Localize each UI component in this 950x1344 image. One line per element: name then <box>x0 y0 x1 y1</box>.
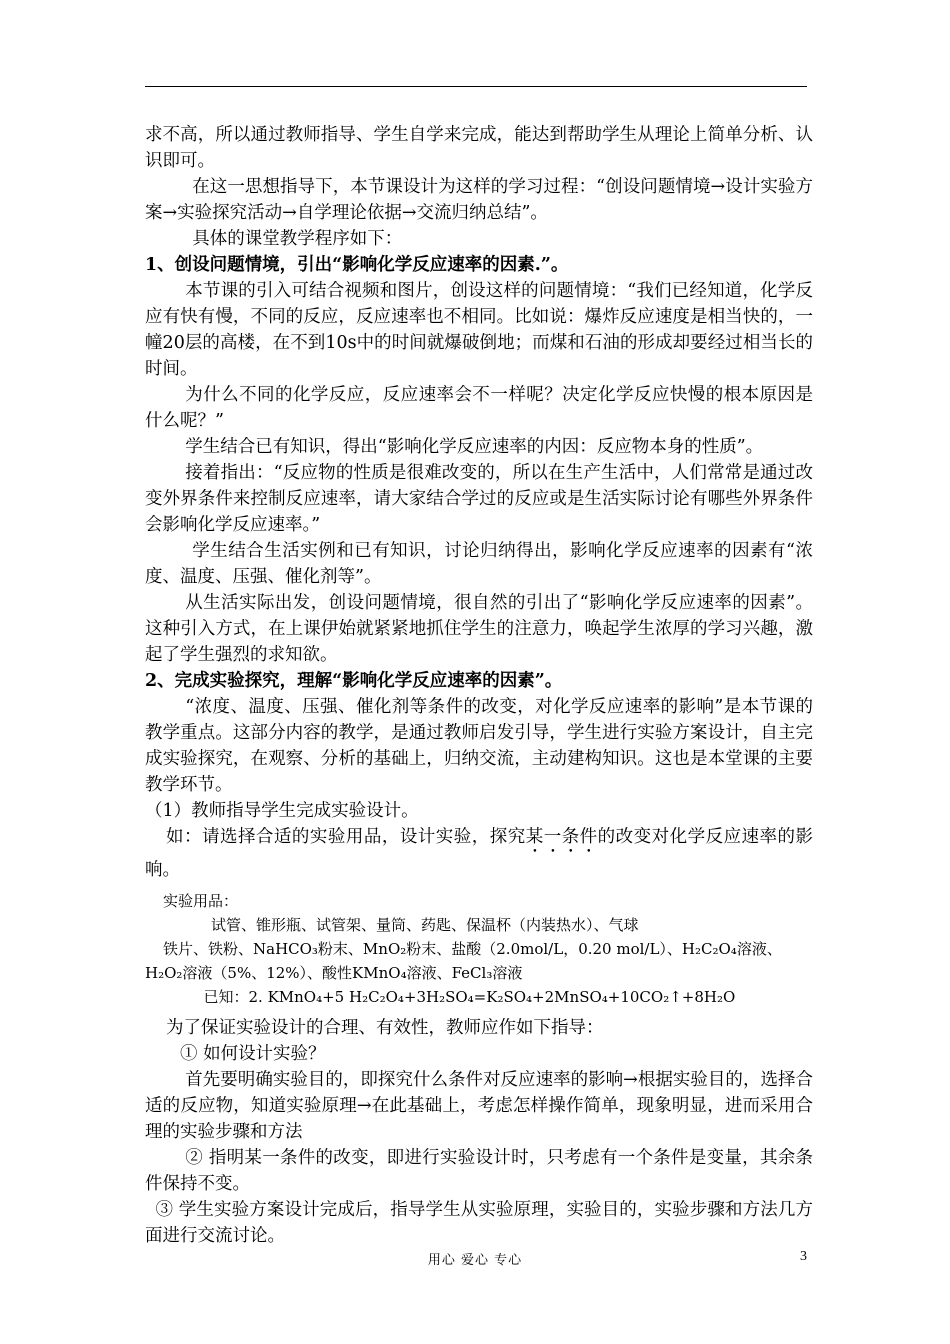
paragraph: 学生结合已有知识，得出“影响化学反应速率的内因：反应物本身的性质”。 <box>185 437 764 457</box>
paragraph: 为什么不同的化学反应，反应速率会不一样呢？决定化学反应快慢的根本原因是什么呢？” <box>145 385 813 431</box>
guidance-item-3: ③ 学生实验方案设计完成后，指导学生从实验原理，实验目的，实验步骤和方法几方面进行交流讨论。 <box>145 1200 813 1246</box>
materials-heading: 实验用品： <box>163 892 239 910</box>
paragraph: 首先要明确实验目的，即探究什么条件对反应速率的影响→根据实验目的，选择合适的反应物，知道实验原理→在此基础上，考虑怎样操作简单，现象明显，进而采用合理的实验步骤和方法 <box>145 1070 813 1142</box>
paragraph: 学生结合生活实例和已有知识，讨论归纳得出，影响化学反应速率的因素有“浓度、温度、压强、催化剂等”。 <box>145 541 813 587</box>
paragraph: “浓度、温度、压强、催化剂等条件的改变，对化学反应速率的影响”是本节课的教学重点。这部分内容的教学，是通过教师启发引导，学生进行实验方案设计，自主完成实验探究，在观察、分析的基础上，归纳交流，主动建构知识。这也是本堂课的主要教学环节。 <box>145 697 813 795</box>
guidance-item-1: ① 如何设计实验？ <box>180 1044 326 1064</box>
header-rule <box>145 86 807 87</box>
example-text-end: 的改变对化学反应速率的影响。 <box>145 827 814 880</box>
paragraph: 在这一思想指导下，本节课设计为这样的学习过程：“创设问题情境→设计实验方案→实验探究活动→自学理论依据→交流归纳总结”。 <box>145 177 813 223</box>
section-heading-2: 2、完成实验探究，理解“影响化学反应速率的因素”。 <box>145 671 563 691</box>
page-number: 3 <box>800 1249 807 1264</box>
materials-reagents: 铁片、铁粉、NaHCO₃粉末、MnO₂粉末、盐酸（2.0mol/L，0.20 mol/L）、H₂C₂O₄溶液、H₂O₂溶液（5%、12%）、酸性KMnO₄溶液、FeCl₃溶液 <box>145 940 782 982</box>
paragraph: 为了保证实验设计的合理、有效性，教师应作如下指导： <box>166 1018 604 1038</box>
subsection-heading: （1）教师指导学生完成实验设计。 <box>145 801 419 821</box>
paragraph: 从生活实际出发，创设问题情境，很自然的引出了“影响化学反应速率的因素”。这种引入方式，在上课伊始就紧紧地抓住学生的注意力，唤起学生浓厚的学习兴趣，激起了学生强烈的求知欲。 <box>145 593 813 665</box>
example-text-start: 如：请选择合适的实验用品，设计实验，探究 <box>166 827 526 847</box>
emphasized-phrase: 某一条件 <box>525 827 598 847</box>
section-heading-1: 1、创设问题情境，引出“影响化学反应速率的因素.”。 <box>145 255 569 275</box>
paragraph: 接着指出：“反应物的性质是很难改变的，所以在生产生活中，人们常常是通过改变外界条件来控制反应速率，请大家结合学过的反应或是生活实际讨论有哪些外界条件会影响化学反应速率。” <box>145 463 813 535</box>
paragraph: 本节课的引入可结合视频和图片，创设这样的问题情境：“我们已经知道，化学反应有快有慢，不同的反应，反应速率也不相同。比如说：爆炸反应速度是相当快的，一幢20层的高楼，在不到10s中的时间就爆破倒地；而煤和石油的形成却要经过相当长的时间。 <box>145 281 813 379</box>
guidance-item-2: ② 指明某一条件的改变，即进行实验设计时，只考虑有一个条件是变量，其余条件保持不变。 <box>145 1148 813 1194</box>
footer-motto: 用心 爱心 专心 <box>427 1253 523 1268</box>
document-body <box>145 122 813 1249</box>
paragraph: 求不高，所以通过教师指导、学生自学来完成，能达到帮助学生从理论上简单分析、认识即可。 <box>145 125 813 171</box>
materials-apparatus: 试管、锥形瓶、试管架、量筒、药匙、保温杯（内装热水）、气球 <box>211 916 639 934</box>
known-equation: 已知：2. KMnO₄+5 H₂C₂O₄+3H₂SO₄=K₂SO₄+2MnSO₄+10CO₂↑+8H₂O <box>203 988 736 1006</box>
paragraph: 具体的课堂教学程序如下： <box>192 229 403 249</box>
example-paragraph <box>145 824 813 883</box>
